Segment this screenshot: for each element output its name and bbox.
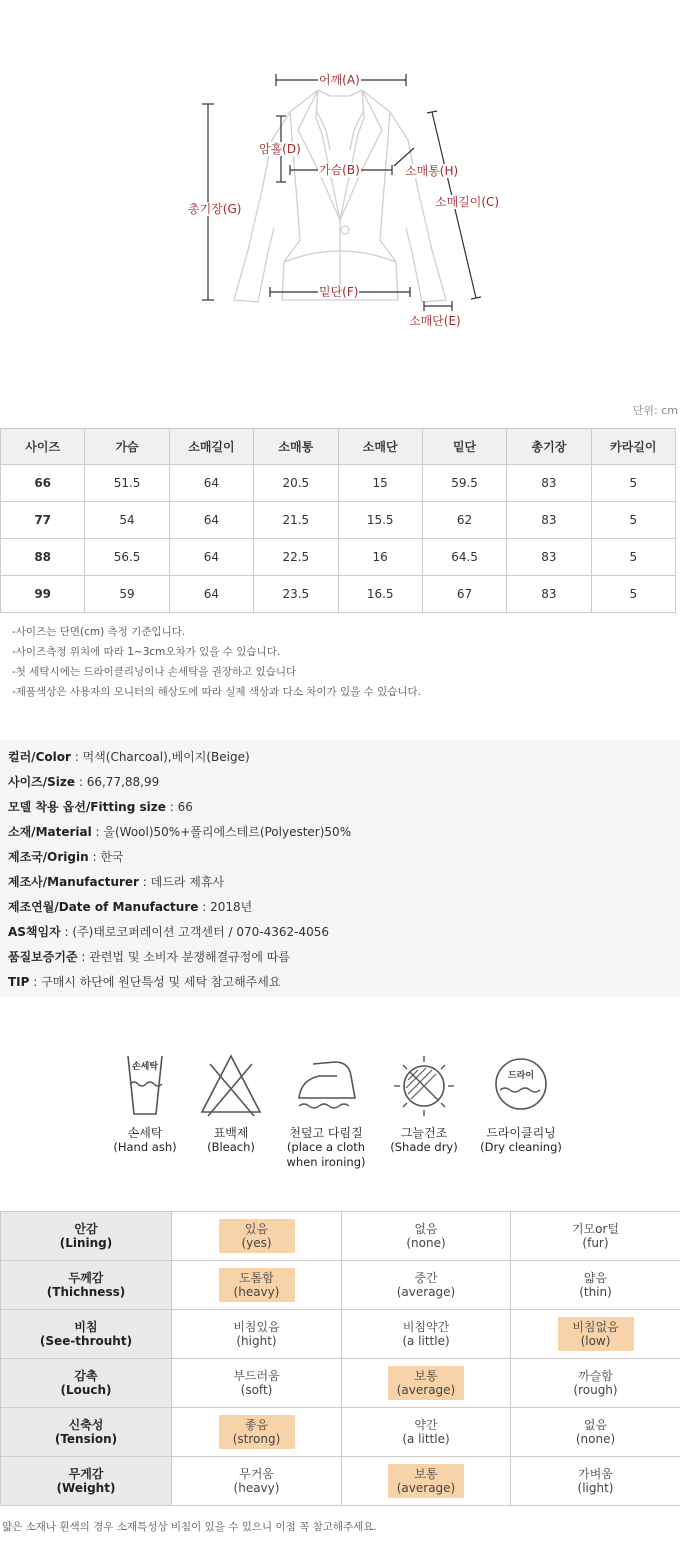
option [388,1268,464,1302]
selected-option [219,1268,295,1302]
feature-name [1,1359,172,1408]
value-cell: 22.5 [254,539,338,576]
info-label: 제조국/Origin [8,850,89,864]
option-ko: 보통 [414,1467,438,1481]
value-cell: 67 [422,576,506,613]
info-value: : 관련법 및 소비자 분쟁해결규정에 따름 [77,950,290,964]
info-row [8,870,680,895]
value-cell: 64 [169,576,253,613]
selected-option [388,1366,464,1400]
value-cell: 15.5 [338,502,422,539]
value-cell: 5 [591,539,675,576]
option-ko: 중간 [414,1271,438,1285]
feature-name [1,1310,172,1359]
value-cell: 16.5 [338,576,422,613]
info-row [8,920,680,945]
info-label: 사이즈/Size [8,775,76,789]
feature-name-ko: 두께감 [68,1271,104,1285]
value-cell: 51.5 [85,465,169,502]
value-cell: 59.5 [422,465,506,502]
dry-clean-icon-text: 드라이 [507,1071,535,1081]
product-info [0,740,680,997]
option-en: (low) [580,1334,611,1348]
value-cell: 20.5 [254,465,338,502]
feature-option [342,1212,511,1261]
option-ko: 부드러움 [233,1369,280,1383]
info-row [8,845,680,870]
feature-row [1,1310,680,1359]
option-ko: 까슬함 [578,1369,613,1383]
note-line: -사이즈측정 위치에 따라 1~3cm오차가 있을 수 있습니다. [12,646,281,658]
size-cell: 77 [1,502,85,539]
value-cell: 64 [169,502,253,539]
option-en: (heavy) [233,1481,280,1495]
option-en: (heavy) [233,1285,280,1299]
care-sub: (Dry cleaning) [480,1140,562,1154]
option [388,1219,464,1253]
value-cell: 83 [507,502,591,539]
info-label: 모델 착용 옵션/Fitting size [8,800,166,814]
label-sleeve-width: 소매통(H) [405,164,459,178]
header-cell: 가슴 [85,429,169,465]
option-en: (yes) [241,1236,272,1250]
info-label: 제조사/Manufacturer [8,875,139,889]
option-ko: 가벼움 [578,1467,613,1481]
option-en: (average) [396,1285,456,1299]
option [558,1415,634,1449]
info-value: : 66 [165,800,193,814]
header-cell: 소매길이 [169,429,253,465]
info-row [8,970,680,995]
option-en: (hight) [236,1334,277,1348]
size-cell: 99 [1,576,85,613]
value-cell: 83 [507,539,591,576]
feature-name-en: (Thichness) [46,1285,126,1299]
header-cell: 밑단 [422,429,506,465]
header-cell: 사이즈 [1,429,85,465]
feature-row [1,1212,680,1261]
feature-option [342,1310,511,1359]
care-label: 손세탁 [127,1126,163,1140]
care-item-shade-dry [369,1050,479,1155]
feature-row [1,1408,680,1457]
bottom-note: 얇은 소재나 흰색의 경우 소재특성상 비침이 있을 수 있으니 이점 꼭 참고해주세요. [2,1521,377,1533]
feature-name [1,1457,172,1506]
option-ko: 무거움 [239,1467,274,1481]
value-cell: 5 [591,576,675,613]
option-en: (average) [396,1481,456,1495]
info-label: 품질보증기준 [8,950,78,964]
label-shoulder: 어깨(A) [319,73,360,87]
fabric-feature-table [0,1211,680,1506]
note-line: -사이즈는 단면(cm) 측정 기준입니다. [12,626,186,638]
feature-name-en: (Tension) [54,1432,118,1446]
info-label: 소재/Material [8,825,92,839]
feature-option [511,1457,680,1506]
feature-name-ko: 안감 [74,1222,98,1236]
care-item-bleach [176,1050,286,1155]
option-en: (thin) [579,1285,612,1299]
feature-option [511,1261,680,1310]
feature-option [172,1408,342,1457]
value-cell: 64.5 [422,539,506,576]
label-total-length: 총기장(G) [188,202,242,216]
option-en: (light) [577,1481,614,1495]
table-row [1,465,676,502]
option-ko: 비침없음 [572,1320,619,1334]
option [219,1464,295,1498]
care-label: 천덮고 다림질 [289,1126,363,1140]
value-cell: 59 [85,576,169,613]
size-notes [12,622,421,702]
info-value: : 먹색(Charcoal),베이지(Beige) [70,750,250,764]
option-ko: 비침있음 [233,1320,280,1334]
info-row [8,945,680,970]
feature-option [342,1359,511,1408]
option-ko: 기모or털 [571,1222,620,1236]
table-row [1,539,676,576]
feature-name-ko: 무게감 [68,1467,104,1481]
care-sub: (Bleach) [207,1140,255,1154]
value-cell: 62 [422,502,506,539]
value-cell: 21.5 [254,502,338,539]
option [558,1366,634,1400]
care-sub: (Shade dry) [390,1140,458,1154]
feature-option [172,1310,342,1359]
feature-option [511,1408,680,1457]
feature-name-ko: 신축성 [68,1418,104,1432]
feature-option [511,1359,680,1408]
option-ko: 도톰함 [239,1271,274,1285]
option-ko: 있음 [244,1222,269,1236]
feature-row [1,1261,680,1310]
care-instructions [0,1050,680,1180]
value-cell: 56.5 [85,539,169,576]
info-row [8,795,680,820]
info-value: : (주)태로코퍼레이션 고객센터 / 070-4362-4056 [60,925,329,939]
feature-row [1,1457,680,1506]
option-ko: 얇음 [583,1271,608,1285]
note-line: -제품색상은 사용자의 모니터의 해상도에 따라 실제 색상과 다소 차이가 있을 수 있습니다. [12,686,421,698]
option-ko: 없음 [583,1418,608,1432]
shade-dry-icon [389,1050,459,1122]
iron-cloth-icon [291,1050,361,1122]
size-cell: 66 [1,465,85,502]
option-en: (a little) [402,1432,450,1446]
value-cell: 64 [169,465,253,502]
header-cell: 카라길이 [591,429,675,465]
care-item-iron [271,1050,381,1170]
label-cuff: 소매단(E) [409,314,461,328]
value-cell: 83 [507,576,591,613]
info-row [8,820,680,845]
info-value: : 울(Wool)50%+폴리에스테르(Polyester)50% [91,825,352,839]
header-cell: 총기장 [507,429,591,465]
info-value: : 구매시 하단에 원단특성 및 세탁 참고해주세요 [29,975,281,989]
size-table-header [1,429,676,465]
info-label: 컬러/Color [8,750,71,764]
info-row [8,745,680,770]
option [219,1366,295,1400]
hand-wash-icon [110,1050,180,1122]
table-row [1,502,676,539]
label-armhole: 암홀(D) [259,142,301,156]
option-ko: 좋음 [244,1418,269,1432]
selected-option [219,1219,295,1253]
info-row [8,770,680,795]
option-en: (soft) [240,1383,273,1397]
info-value: : 66,77,88,99 [75,775,160,789]
feature-name-ko: 감촉 [74,1369,98,1383]
feature-option [342,1457,511,1506]
info-label: 제조연월/Date of Manufacture [8,900,199,914]
value-cell: 54 [85,502,169,539]
feature-name [1,1408,172,1457]
feature-name-en: (Weight) [56,1481,116,1495]
option [219,1317,295,1351]
feature-option [342,1261,511,1310]
hand-wash-icon-text: 손세탁 [131,1062,159,1072]
feature-name-en: (Lining) [59,1236,113,1250]
label-chest: 가슴(B) [319,163,360,177]
label-sleeve-length: 소매길이(C) [435,195,500,209]
feature-name [1,1261,172,1310]
option-ko: 없음 [414,1222,438,1236]
info-label: AS책임자 [8,925,61,939]
feature-row [1,1359,680,1408]
care-label: 드라이클리닝 [486,1126,556,1140]
feature-name-en: (Louch) [60,1383,112,1397]
info-value: : 한국 [88,850,124,864]
option-en: (none) [575,1432,616,1446]
feature-option [172,1212,342,1261]
value-cell: 83 [507,465,591,502]
feature-option [342,1408,511,1457]
value-cell: 5 [591,502,675,539]
feature-option [172,1261,342,1310]
care-sub: (place a cloth when ironing) [286,1140,366,1169]
unit-label: 단위: cm [632,404,678,417]
jacket-measurement-diagram [0,0,680,380]
feature-option [511,1310,680,1359]
option [558,1219,634,1253]
header-cell: 소매통 [254,429,338,465]
feature-name-en: (See-throuht) [39,1334,133,1348]
feature-option [172,1457,342,1506]
header-cell: 소매단 [338,429,422,465]
option-ko: 비침약간 [402,1320,450,1334]
selected-option [558,1317,634,1351]
dry-clean-icon [486,1050,556,1122]
info-value: : 2018년 [198,900,253,914]
option-en: (strong) [232,1432,281,1446]
option [388,1317,464,1351]
feature-name-ko: 비침 [74,1320,98,1334]
care-label: 그늘건조 [400,1126,448,1140]
note-line: -첫 세탁시에는 드라이클리닝이나 손세탁을 권장하고 있습니다 [12,666,297,678]
option [558,1268,634,1302]
size-cell: 88 [1,539,85,576]
value-cell: 16 [338,539,422,576]
option-en: (none) [406,1236,446,1250]
no-bleach-icon [196,1050,266,1122]
jacket-illustration [0,0,680,380]
info-row [8,895,680,920]
info-value: : 데드라 제휴사 [138,875,225,889]
option [388,1415,464,1449]
care-label: 표백제 [213,1126,249,1140]
option-en: (fur) [582,1236,609,1250]
value-cell: 15 [338,465,422,502]
feature-name [1,1212,172,1261]
value-cell: 5 [591,465,675,502]
size-table [0,428,676,613]
option-en: (rough) [573,1383,618,1397]
option-ko: 보통 [414,1369,438,1383]
value-cell: 64 [169,539,253,576]
care-sub: (Hand ash) [113,1140,177,1154]
care-item-dry-clean [466,1050,576,1155]
feature-option [172,1359,342,1408]
info-label: TIP [8,975,30,989]
selected-option [219,1415,295,1449]
table-row [1,576,676,613]
option-en: (average) [396,1383,456,1397]
label-hem: 밑단(F) [319,285,359,299]
feature-option [511,1212,680,1261]
option [558,1464,634,1498]
option-en: (a little) [402,1334,450,1348]
selected-option [388,1464,464,1498]
value-cell: 23.5 [254,576,338,613]
option-ko: 약간 [414,1418,438,1432]
